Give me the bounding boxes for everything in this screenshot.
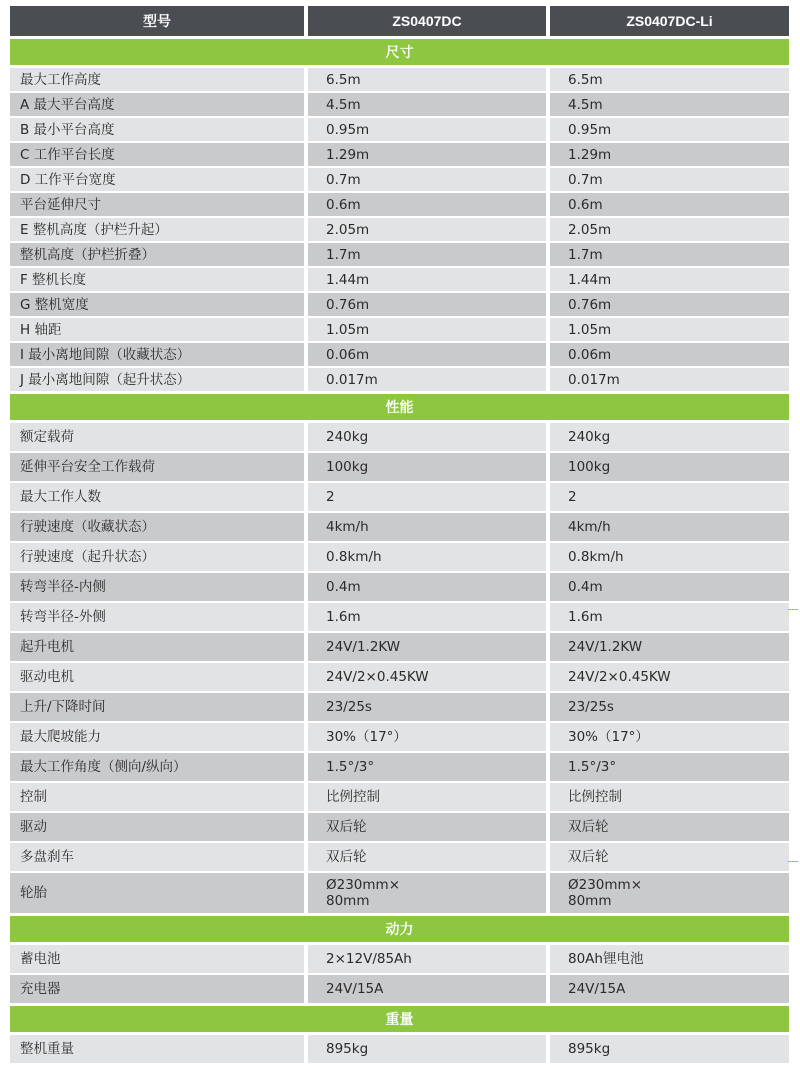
model-a-value: 6.5m (308, 68, 546, 91)
model-a-heading: ZS0407DC (308, 6, 546, 36)
spec-label: 最大工作角度（侧向/纵向） (10, 753, 304, 781)
model-b-value: 1.6m (550, 603, 789, 631)
model-b-value: 双后轮 (550, 813, 789, 841)
model-a-value: 24V/2×0.45KW (308, 663, 546, 691)
table-row (10, 93, 789, 116)
spec-label: 行驶速度（起升状态） (10, 543, 304, 571)
model-b-value: 24V/1.2KW (550, 633, 789, 661)
model-a-value: 2×12V/85Ah (308, 945, 546, 973)
table-row (10, 118, 789, 141)
model-b-value: 895kg (550, 1035, 789, 1063)
table-header (10, 6, 789, 36)
model-b-value: 0.7m (550, 168, 789, 191)
table-row (10, 873, 789, 913)
model-a-value: 2 (308, 483, 546, 511)
model-b-heading: ZS0407DC-Li (550, 6, 789, 36)
model-b-value: 2.05m (550, 218, 789, 241)
model-b-value: 0.017m (550, 368, 789, 391)
spec-label: D 工作平台宽度 (10, 168, 304, 191)
model-b-value: 240kg (550, 423, 789, 451)
model-b-value: 4km/h (550, 513, 789, 541)
model-b-value: 30%（17°） (550, 723, 789, 751)
model-b-value: 比例控制 (550, 783, 789, 811)
model-a-value: 100kg (308, 453, 546, 481)
model-b-value: 6.5m (550, 68, 789, 91)
model-a-value: 0.4m (308, 573, 546, 601)
section-title: 动力 (10, 916, 789, 942)
model-a-value: 1.6m (308, 603, 546, 631)
model-b-value: 1.5°/3° (550, 753, 789, 781)
table-body (10, 39, 789, 1063)
section-title: 重量 (10, 1006, 789, 1032)
model-a-value: 4km/h (308, 513, 546, 541)
model-b-value: 0.95m (550, 118, 789, 141)
model-a-value: 双后轮 (308, 843, 546, 871)
model-a-value: 0.95m (308, 118, 546, 141)
table-row (10, 423, 789, 451)
model-b-value: 双后轮 (550, 843, 789, 871)
spec-label: 行驶速度（收藏状态） (10, 513, 304, 541)
model-a-value: 0.8km/h (308, 543, 546, 571)
model-a-value: 2.05m (308, 218, 546, 241)
spec-label: 额定载荷 (10, 423, 304, 451)
spec-label: C 工作平台长度 (10, 143, 304, 166)
table-row (10, 633, 789, 661)
model-a-value: 23/25s (308, 693, 546, 721)
spec-label: 最大工作高度 (10, 68, 304, 91)
model-b-value: Ø230mm× 80mm (550, 873, 789, 913)
spec-label: A 最大平台高度 (10, 93, 304, 116)
model-b-value: 24V/15A (550, 975, 789, 1003)
table-row (10, 603, 789, 631)
table-row (10, 813, 789, 841)
model-b-value: 80Ah锂电池 (550, 945, 789, 973)
spec-label: J 最小离地间隙（起升状态） (10, 368, 304, 391)
spec-label: H 轴距 (10, 318, 304, 341)
spec-label: 转弯半径-外侧 (10, 603, 304, 631)
model-a-value: 4.5m (308, 93, 546, 116)
table-row (10, 218, 789, 241)
model-label: 型号 (10, 6, 304, 36)
spec-label: 转弯半径-内侧 (10, 573, 304, 601)
spec-label: 平台延伸尺寸 (10, 193, 304, 216)
spec-label: 轮胎 (10, 873, 304, 913)
dashed-mark (788, 861, 798, 862)
table-row (10, 143, 789, 166)
table-row (10, 975, 789, 1003)
section-title: 尺寸 (10, 39, 789, 65)
model-b-value: 1.44m (550, 268, 789, 291)
model-b-value: 0.06m (550, 343, 789, 366)
table-row (10, 573, 789, 601)
spec-label: 驱动电机 (10, 663, 304, 691)
table-row (10, 513, 789, 541)
table-row (10, 783, 789, 811)
model-b-value: 0.6m (550, 193, 789, 216)
model-b-value: 24V/2×0.45KW (550, 663, 789, 691)
model-a-value: 24V/1.2KW (308, 633, 546, 661)
table-row (10, 168, 789, 191)
table-row (10, 945, 789, 973)
model-a-value: 1.29m (308, 143, 546, 166)
spec-label: F 整机长度 (10, 268, 304, 291)
table-row (10, 68, 789, 91)
table-row (10, 318, 789, 341)
model-a-value: 比例控制 (308, 783, 546, 811)
model-a-value: 0.06m (308, 343, 546, 366)
table-row (10, 343, 789, 366)
table-row (10, 1035, 789, 1063)
model-b-value: 2 (550, 483, 789, 511)
model-b-value: 0.4m (550, 573, 789, 601)
table-row (10, 368, 789, 391)
table-row (10, 543, 789, 571)
spec-label: 最大工作人数 (10, 483, 304, 511)
table-row (10, 293, 789, 316)
model-a-value: 0.017m (308, 368, 546, 391)
table-row (10, 193, 789, 216)
table-row (10, 753, 789, 781)
table-row (10, 243, 789, 266)
model-a-value: Ø230mm× 80mm (308, 873, 546, 913)
model-a-value: 1.44m (308, 268, 546, 291)
spec-label: E 整机高度（护栏升起） (10, 218, 304, 241)
table-row (10, 268, 789, 291)
spec-table (10, 6, 789, 1065)
model-a-value: 30%（17°） (308, 723, 546, 751)
spec-label: I 最小离地间隙（收藏状态） (10, 343, 304, 366)
table-row (10, 483, 789, 511)
model-a-value: 895kg (308, 1035, 546, 1063)
spec-label: 上升/下降时间 (10, 693, 304, 721)
model-b-value: 1.05m (550, 318, 789, 341)
model-a-value: 1.5°/3° (308, 753, 546, 781)
table-row (10, 663, 789, 691)
model-b-value: 100kg (550, 453, 789, 481)
model-b-value: 0.76m (550, 293, 789, 316)
model-a-value: 0.6m (308, 193, 546, 216)
table-row (10, 723, 789, 751)
model-a-value: 0.7m (308, 168, 546, 191)
model-b-value: 1.29m (550, 143, 789, 166)
dashed-mark (788, 609, 798, 610)
spec-label: 延伸平台安全工作载荷 (10, 453, 304, 481)
spec-label: G 整机宽度 (10, 293, 304, 316)
spec-label: 整机高度（护栏折叠） (10, 243, 304, 266)
spec-label: 整机重量 (10, 1035, 304, 1063)
section-title: 性能 (10, 394, 789, 420)
model-b-value: 1.7m (550, 243, 789, 266)
model-a-value: 24V/15A (308, 975, 546, 1003)
model-a-value: 0.76m (308, 293, 546, 316)
table-row (10, 693, 789, 721)
model-b-value: 0.8km/h (550, 543, 789, 571)
model-a-value: 1.05m (308, 318, 546, 341)
spec-label: B 最小平台高度 (10, 118, 304, 141)
model-a-value: 双后轮 (308, 813, 546, 841)
spec-label: 蓄电池 (10, 945, 304, 973)
spec-label: 多盘刹车 (10, 843, 304, 871)
table-row (10, 453, 789, 481)
table-row (10, 843, 789, 871)
spec-label: 控制 (10, 783, 304, 811)
model-b-value: 4.5m (550, 93, 789, 116)
spec-label: 最大爬坡能力 (10, 723, 304, 751)
spec-label: 充电器 (10, 975, 304, 1003)
model-b-value: 23/25s (550, 693, 789, 721)
spec-label: 驱动 (10, 813, 304, 841)
model-a-value: 1.7m (308, 243, 546, 266)
model-a-value: 240kg (308, 423, 546, 451)
spec-label: 起升电机 (10, 633, 304, 661)
